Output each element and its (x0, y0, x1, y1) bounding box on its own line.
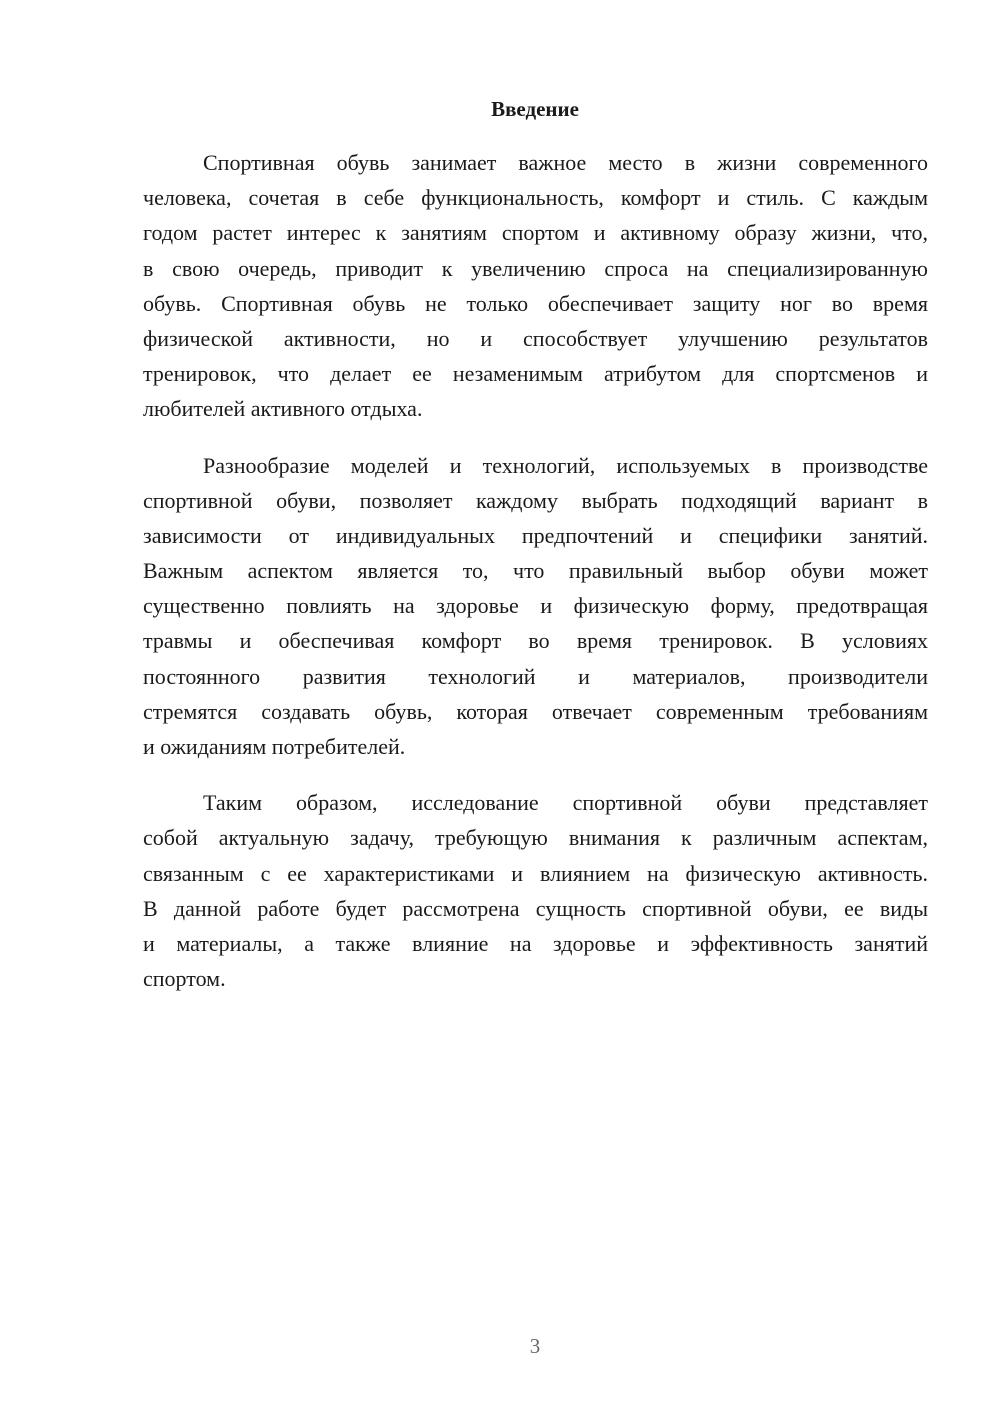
text-line: Спортивная обувь занимает важное место в жизни современного (203, 150, 928, 175)
paragraph (143, 448, 928, 765)
text-line: связанным с ее характеристиками и влиянием на физическую активность. (143, 860, 928, 886)
text-line: Таким образом, исследование спортивной обуви представляет (203, 790, 928, 816)
text-line: существенно повлиять на здоровье и физическую форму, предотвращая (143, 593, 928, 619)
text-line: зависимости от индивидуальных предпочтений и специфики занятий. (143, 522, 928, 548)
text-line: стремятся создавать обувь, которая отвечает современным требованиям (143, 698, 928, 724)
text-line: любителей активного отдыха. (143, 396, 423, 422)
text-line: Разнообразие моделей и технологий, используемых в производстве (203, 452, 928, 478)
document-body (143, 145, 928, 1017)
text-line: спортивной обуви, позволяет каждому выбрать подходящий вариант в (143, 487, 928, 513)
text-line: травмы и обеспечивая комфорт во время тренировок. В условиях (143, 628, 928, 654)
text-line: В данной работе будет рассмотрена сущность спортивной обуви, ее виды (143, 895, 928, 921)
paragraph (143, 785, 928, 996)
text-line: обувь. Спортивная обувь не только обеспечивает защиту ног во время (143, 290, 928, 316)
text-line: собой актуальную задачу, требующую внимания к различным аспектам, (143, 825, 928, 851)
section-title: Введение (491, 97, 579, 121)
text-line: спортом. (143, 966, 226, 992)
text-line: и ожиданиям потребителей. (143, 734, 406, 759)
text-line: человека, сочетая в себе функциональность, комфорт и стиль. С каждым (143, 185, 928, 211)
text-line: физической активности, но и способствует улучшению результатов (143, 325, 928, 351)
text-line: тренировок, что делает ее незаменимым атрибутом для спортсменов и (143, 361, 928, 387)
text-line: годом растет интерес к занятиям спортом и активному образу жизни, что, (143, 220, 928, 246)
text-line: Важным аспектом является то, что правильный выбор обуви может (143, 558, 928, 584)
text-line: в свою очередь, приводит к увеличению спроса на специализированную (143, 255, 928, 281)
text-line: постоянного развития технологий и материалов, производители (143, 663, 928, 689)
paragraph (143, 145, 928, 427)
page-number: 3 (529, 1334, 541, 1358)
text-line: и материалы, а также влияние на здоровье и эффективность занятий (143, 930, 928, 956)
